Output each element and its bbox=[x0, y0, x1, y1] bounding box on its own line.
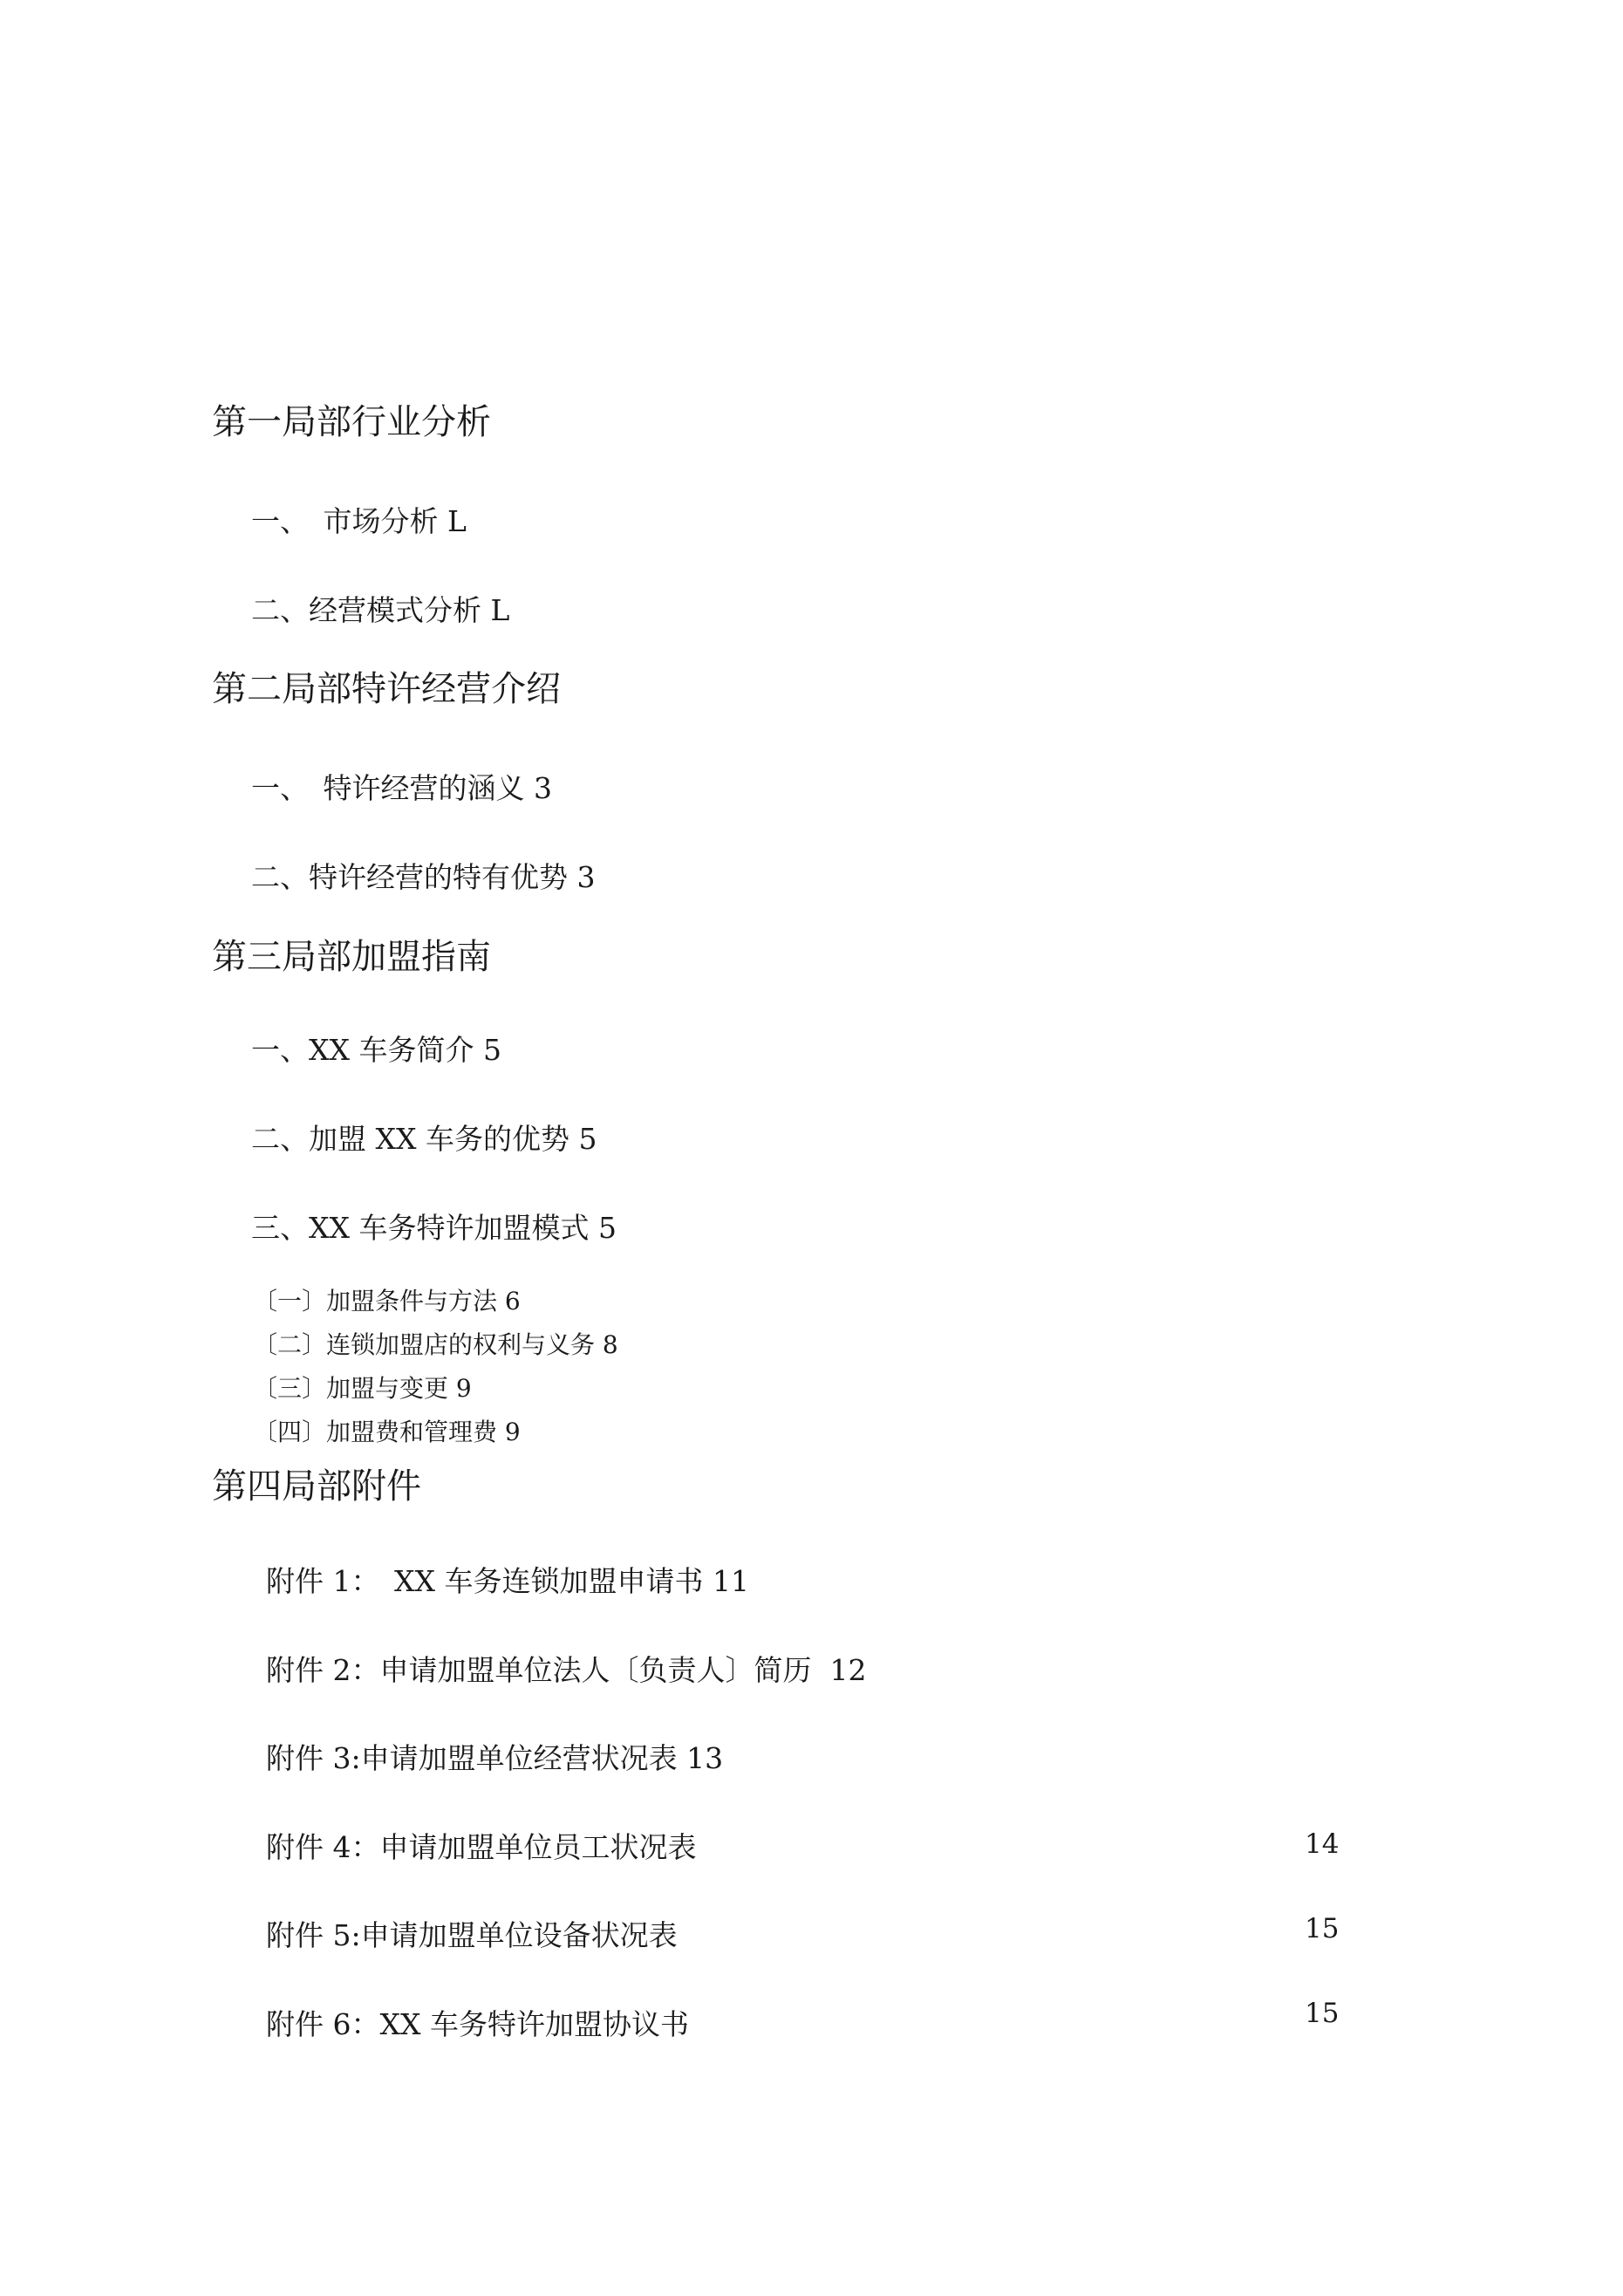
toc-subitem-changes: 〔三〕加盟与变更 9 bbox=[253, 1374, 472, 1403]
toc-item-company-intro: 一、XX 车务简介 5 bbox=[251, 1033, 501, 1067]
part3-title: 第三局部加盟指南 bbox=[212, 937, 491, 977]
part1-title: 第一局部行业分析 bbox=[212, 402, 491, 442]
toc-attachment-5-page: 15 bbox=[1305, 1913, 1340, 1944]
toc-item-business-model: 二、经营模式分析 L bbox=[251, 593, 510, 627]
toc-attachment-6-page: 15 bbox=[1305, 1998, 1340, 2029]
toc-subitem-conditions: 〔一〕加盟条件与方法 6 bbox=[253, 1287, 521, 1315]
part4-title: 第四局部附件 bbox=[212, 1466, 421, 1507]
toc-item-franchise-meaning: 一、 特许经营的涵义 3 bbox=[251, 771, 552, 805]
toc-item-franchise-advantages: 二、特许经营的特有优势 3 bbox=[251, 860, 596, 894]
toc-attachment-4: 附件 4：申请加盟单位员工状况表 bbox=[266, 1830, 697, 1864]
toc-subitem-fees: 〔四〕加盟费和管理费 9 bbox=[253, 1418, 521, 1446]
part2-title: 第二局部特许经营介绍 bbox=[212, 669, 561, 709]
toc-attachment-4-page: 14 bbox=[1305, 1828, 1340, 1860]
toc-item-join-advantages: 二、加盟 XX 车务的优势 5 bbox=[251, 1122, 597, 1156]
toc-item-market-analysis: 一、 市场分析 L bbox=[251, 504, 467, 538]
toc-attachment-1: 附件 1： XX 车务连锁加盟申请书 11 bbox=[266, 1564, 749, 1598]
toc-attachment-5: 附件 5:申请加盟单位设备状况表 bbox=[266, 1918, 678, 1952]
toc-attachment-3: 附件 3:申请加盟单位经营状况表 13 bbox=[266, 1741, 724, 1775]
toc-subitem-rights: 〔二〕连锁加盟店的权利与义务 8 bbox=[253, 1330, 618, 1359]
toc-item-franchise-mode: 三、XX 车务特许加盟模式 5 bbox=[251, 1211, 617, 1245]
toc-attachment-2: 附件 2：申请加盟单位法人〔负责人〕简历 12 bbox=[266, 1653, 867, 1687]
toc-attachment-6: 附件 6：XX 车务特许加盟协议书 bbox=[266, 2007, 689, 2041]
